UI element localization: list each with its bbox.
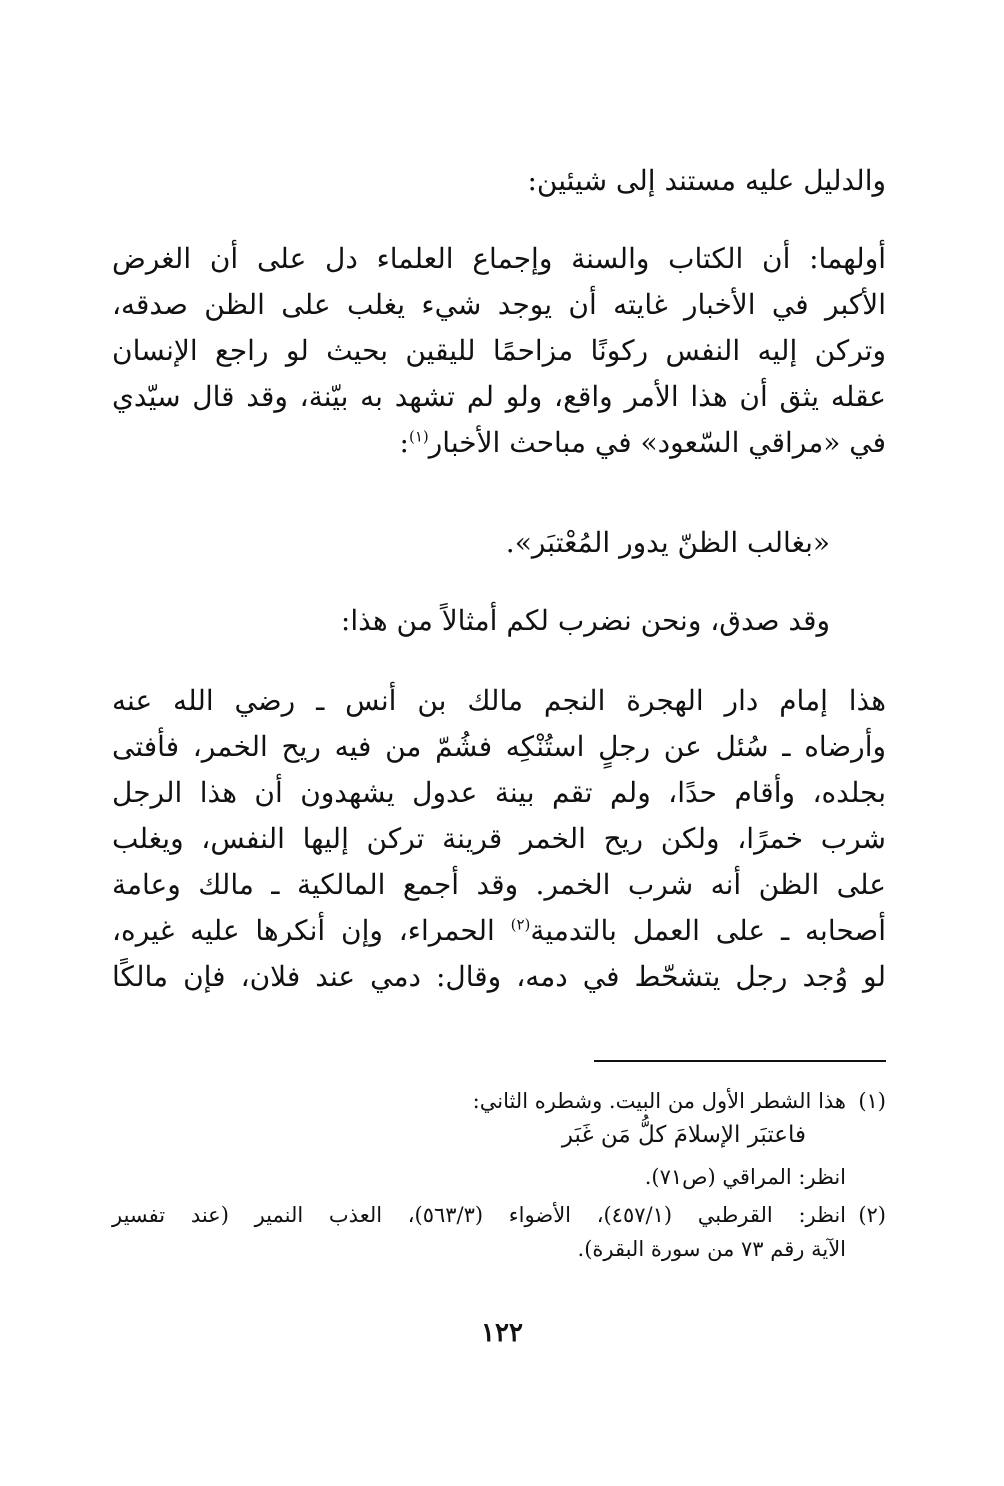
paragraph-line [112,908,886,954]
paragraph-line: عقله يثق أن هذا الأمر واقع، ولو لم تشهد به بيّنة، وقد قال سيّدي [112,380,886,413]
paragraph-malik-example [112,678,886,1000]
paragraph-line: على الظن أنه شرب الخمر. وقد أجمع المالكية ـ مالك وعامة [112,868,886,901]
paragraph-line: أولهما: أن الكتاب والسنة وإجماع العلماء دل على أن الغرض [112,242,886,275]
line-text: في «مراقي السّعود» في مباحث الأخبار [428,426,886,459]
verse-quote: «بغالب الظنّ يدور المُعْتبَر». [505,526,830,559]
footnotes [112,1084,886,1266]
footnote-body [112,1084,846,1194]
footnote-text: الآية رقم ٧٣ من سورة البقرة). [577,1237,846,1261]
intro-line: والدليل عليه مستند إلى شيئين: [527,164,886,197]
footnote-marker-2[interactable]: (٢) [510,915,531,934]
footnote-body [112,1198,846,1266]
paragraph-line [112,420,886,466]
paragraph-line: هذا إمام دار الهجرة النجم مالك بن أنس ـ رضي الله عنه [112,684,886,717]
paragraph-line: لو وُجد رجل يتشحّط في دمه، وقال: دمي عند فلان، فإن مالكًا [112,960,886,993]
paragraph-examples-intro: وقد صدق، ونحن نضرب لكم أمثالاً من هذا: [340,604,830,637]
footnote-number: (١) [858,1089,886,1113]
footnote-1 [112,1084,886,1194]
paragraph-line: بجلده، وأقام حدًا، ولم تقم بينة عدول يشهدون أن هذا الرجل [112,776,886,809]
paragraph-line: شرب خمرًا، ولكن ريح الخمر قرينة تركن إليها النفس، ويغلب [112,822,886,855]
footnote-verse: فاعتبَر الإسلامَ كلُّ مَن غَبَر [561,1122,806,1148]
line-text: الحمراء، وإن أنكرها عليه غيره، [112,914,511,947]
paragraph-first-evidence [112,236,886,466]
line-text: : [399,426,409,459]
paragraph-line: وتركن إليه النفس ركونًا مزاحمًا لليقين بحيث لو راجع الإنسان [112,334,886,367]
footnote-separator [594,1060,886,1062]
footnote-number: (٢) [858,1203,886,1227]
footnote-2 [112,1198,886,1266]
line-text: أصحابه ـ على العمل بالتدمية [530,914,886,947]
paragraph-line: وأرضاه ـ سُئل عن رجلٍ استُنْكِه فشُمّ من فيه ريح الخمر، فأفتى [112,730,886,763]
footnote-reference: انظر: المراقي (ص٧١). [644,1165,846,1189]
page-number: ١٢٢ [481,1318,523,1348]
footnote-marker-1[interactable]: (١) [408,427,429,446]
paragraph-line: الأكبر في الأخبار غايته أن يوجد شيء يغلب على الظن صدقه، [112,288,886,321]
footnote-text: انظر: القرطبي (٤٥٧/١)، الأضواء (٥٦٣/٣)، العذب النمير (عند تفسير [112,1203,847,1227]
footnote-text: هذا الشطر الأول من البيت. وشطره الثاني: [472,1089,846,1113]
